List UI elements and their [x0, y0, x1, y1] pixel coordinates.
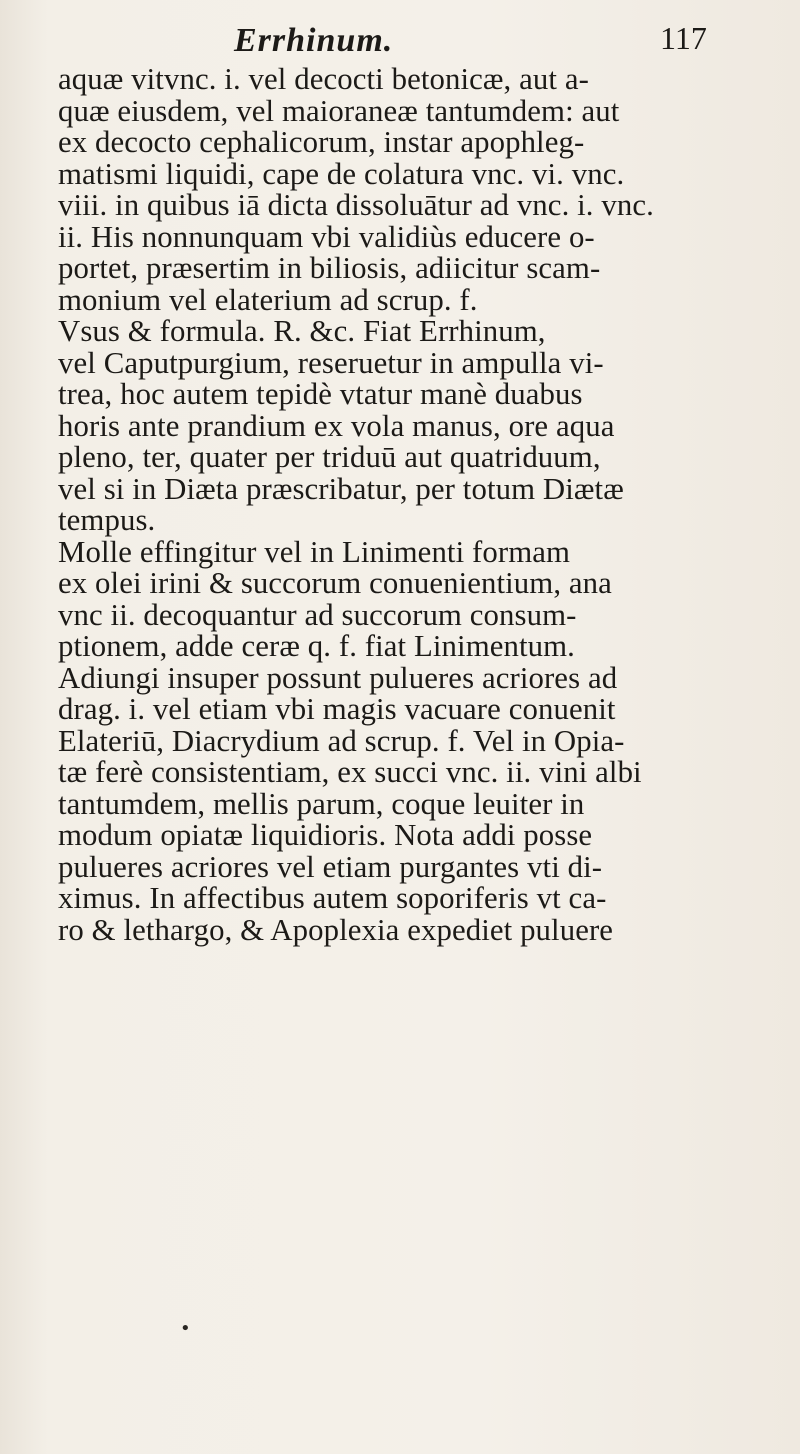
- text-line: Adiungi insuper possunt pulueres acriores ad: [58, 660, 618, 695]
- text-line: vel si in Diæta præscribatur, per totum Diætæ: [58, 471, 624, 506]
- text-line: modum opiatæ liquidioris. Nota addi posse: [58, 818, 593, 852]
- text-line: tantumdem, mellis parum, coque leuiter in: [58, 786, 585, 821]
- text-line: pulueres acriores vel etiam purgantes vti di-: [58, 849, 603, 884]
- text-line: portet, præsertim in biliosis, adiicitur scam-: [58, 251, 601, 285]
- text-line: Molle effingitur vel in Linimenti formam: [58, 534, 571, 569]
- text-line: monium vel elaterium ad scrup. f.: [58, 282, 478, 317]
- text-line: vnc ii. decoquantur ad succorum consum-: [58, 597, 577, 632]
- page-number: 117: [660, 20, 707, 56]
- text-line: ptionem, adde ceræ q. f. fiat Linimentum.: [58, 629, 575, 663]
- text-line: ii. His nonnunquam vbi validiùs educere o-: [58, 219, 595, 254]
- text-line: pleno, ter, quater per triduū aut quatriduum,: [58, 440, 601, 474]
- text-line: aquæ vitvnc. i. vel decocti betonicæ, aut a-: [58, 62, 589, 96]
- text-line: drag. i. vel etiam vbi magis vacuare conuenit: [58, 692, 616, 726]
- text-line: Elateriū, Diacrydium ad scrup. f. Vel in Opia-: [58, 723, 625, 758]
- text-line: ex olei irini & succorum conuenientium, ana: [58, 566, 612, 600]
- text-line: tempus.: [58, 503, 156, 537]
- text-line: tæ ferè consistentiam, ex succi vnc. ii. vini albi: [58, 755, 642, 789]
- text-line: ex decocto cephalicorum, instar apophleg-: [58, 125, 585, 159]
- page-header: [0, 14, 800, 64]
- text-line: ximus. In affectibus autem soporiferis vt ca-: [58, 881, 607, 915]
- text-line: vel Caputpurgium, reseruetur in ampulla vi-: [58, 345, 604, 380]
- text-line: ro & lethargo, & Apoplexia expediet puluere: [58, 912, 614, 947]
- text-line: matismi liquidi, cape de colatura vnc. vi. vnc.: [58, 156, 625, 191]
- text-line: horis ante prandium ex vola manus, ore aqua: [58, 408, 615, 443]
- ink-mark: •: [180, 1318, 191, 1339]
- text-line: trea, hoc autem tepidè vtatur manè duabus: [58, 377, 583, 411]
- text-line: Vsus & formula. R. &c. Fiat Errhinum,: [58, 314, 546, 348]
- text-line: viii. in quibus iā dicta dissoluātur ad vnc. i. vnc.: [58, 188, 654, 222]
- text-line: quæ eiusdem, vel maioraneæ tantumdem: aut: [58, 93, 620, 128]
- body-text: [58, 64, 798, 946]
- running-title: Errhinum.: [234, 22, 394, 59]
